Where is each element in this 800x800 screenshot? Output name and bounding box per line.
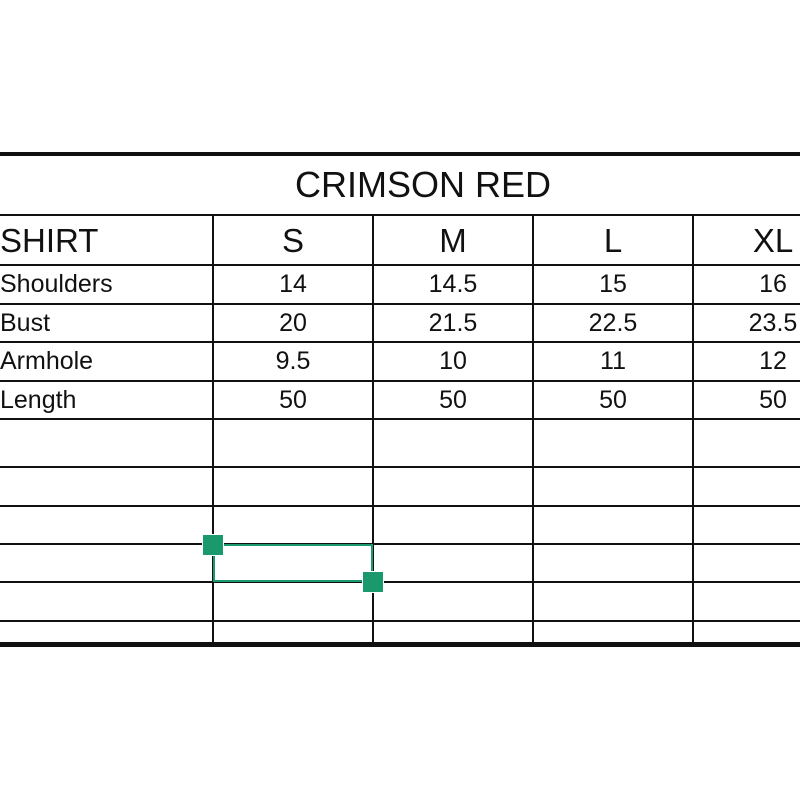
cell-armhole-m[interactable]: 10 xyxy=(439,347,467,375)
header-label-cell[interactable]: SHIRT xyxy=(0,221,99,259)
chart-title: CRIMSON RED xyxy=(294,164,551,205)
row-label-armhole[interactable]: Armhole xyxy=(0,347,94,375)
grid-line xyxy=(0,543,800,545)
cell-length-l[interactable]: 50 xyxy=(599,385,627,414)
grid-line xyxy=(0,466,800,468)
cell-shoulders-m[interactable]: 14.5 xyxy=(428,270,478,298)
cell-shoulders-l[interactable]: 15 xyxy=(599,270,627,298)
cell-selection-box[interactable] xyxy=(213,544,373,582)
grid-line xyxy=(0,505,800,507)
row-label-bust[interactable]: Bust xyxy=(0,308,51,337)
cell-bust-s[interactable]: 20 xyxy=(279,308,307,337)
cell-bust-l[interactable]: 22.5 xyxy=(588,308,638,337)
grid-line xyxy=(0,581,800,583)
cell-shoulders-xl[interactable]: 16 xyxy=(759,270,787,298)
row-label-length[interactable]: Length xyxy=(0,385,77,414)
header-size-s[interactable]: S xyxy=(281,221,304,259)
cell-armhole-l[interactable]: 11 xyxy=(600,347,626,375)
header-size-xl[interactable]: XL xyxy=(752,221,794,259)
cell-length-xl[interactable]: 50 xyxy=(759,385,787,414)
cell-length-s[interactable]: 50 xyxy=(279,385,307,414)
cell-armhole-s[interactable]: 9.5 xyxy=(275,347,311,375)
grid-line xyxy=(0,620,800,622)
cell-bust-m[interactable]: 21.5 xyxy=(428,308,478,337)
cell-bust-xl[interactable]: 23.5 xyxy=(748,308,798,337)
selection-handle-top-left[interactable] xyxy=(202,534,224,556)
cell-length-m[interactable]: 50 xyxy=(439,385,467,414)
cell-shoulders-s[interactable]: 14 xyxy=(279,270,307,298)
row-label-shoulders[interactable]: Shoulders xyxy=(0,270,113,298)
grid-line xyxy=(0,418,800,420)
header-size-l[interactable]: L xyxy=(603,221,623,259)
cell-armhole-xl[interactable]: 12 xyxy=(759,347,787,375)
header-size-m[interactable]: M xyxy=(439,221,467,259)
grid-line xyxy=(0,642,800,647)
selection-handle-bottom-right[interactable] xyxy=(362,571,384,593)
